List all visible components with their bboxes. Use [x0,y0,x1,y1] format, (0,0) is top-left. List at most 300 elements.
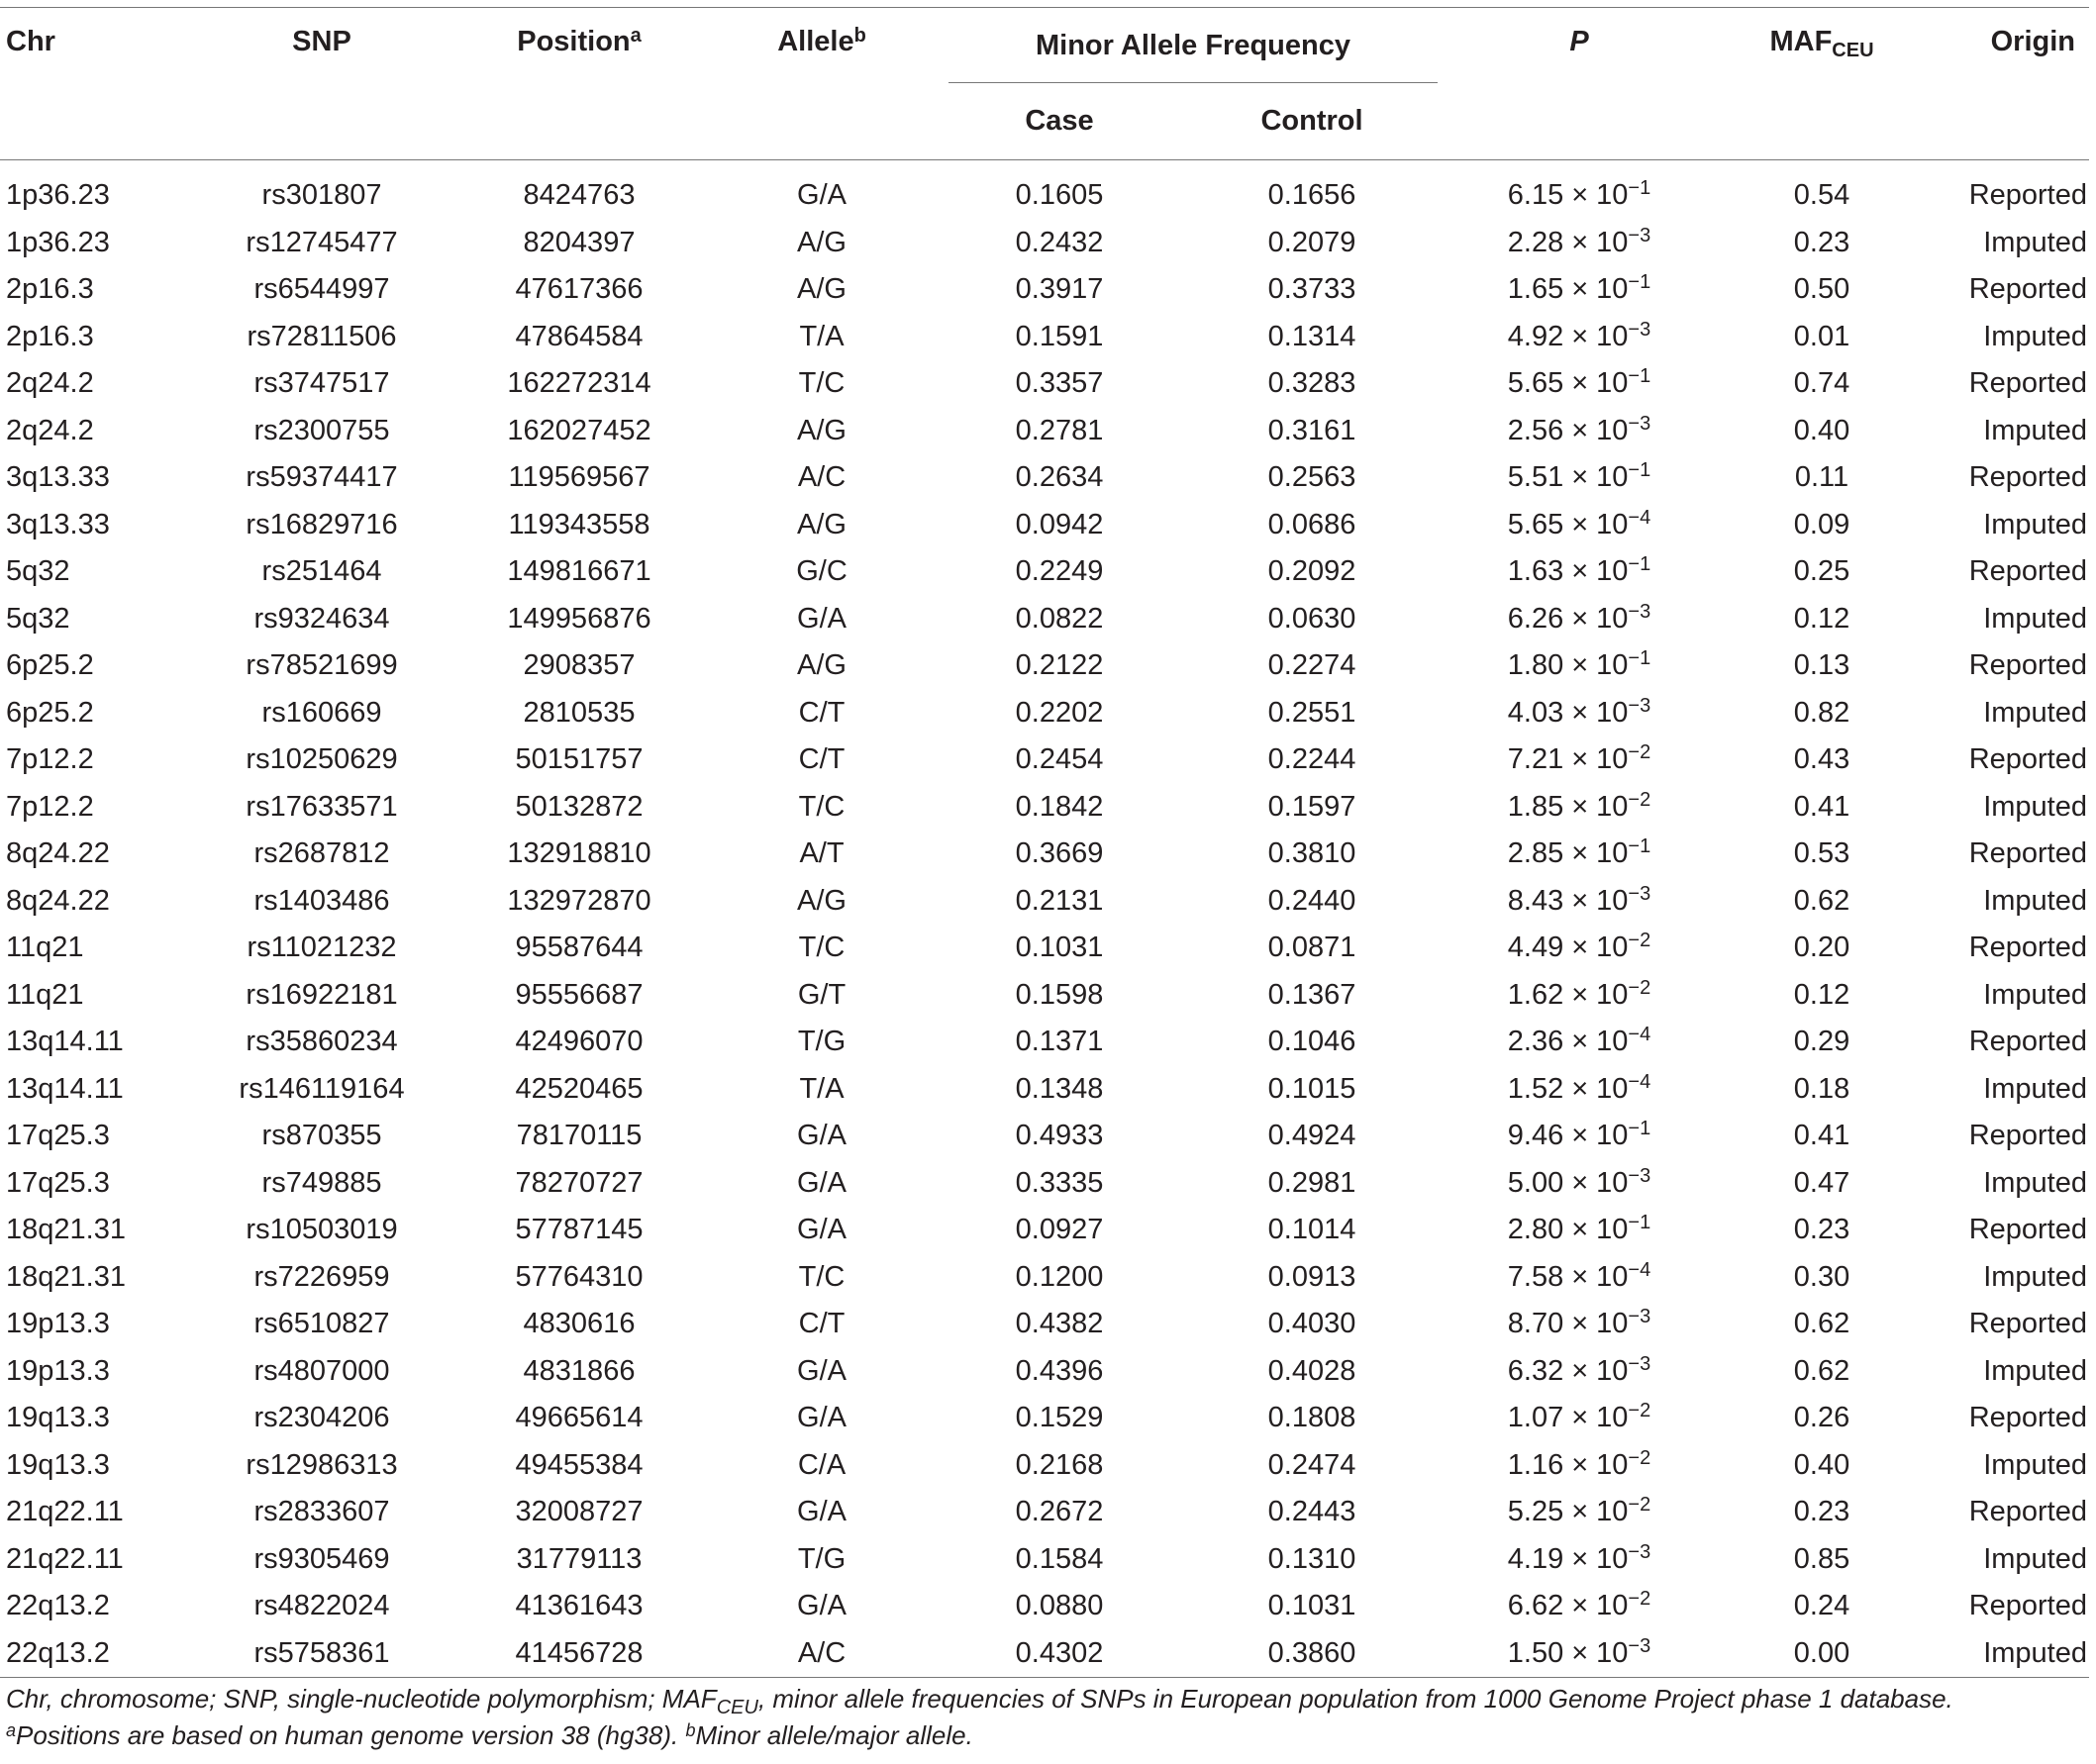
cell-maf-ceu: 0.09 [1793,508,1850,540]
p-base: 10 [1596,414,1629,446]
snp-association-table [0,7,2089,1678]
cell-allele: G/A [797,179,847,212]
table-footnotes [6,1681,2085,1754]
p-mantissa: 5.51 [1507,461,1564,494]
cell-position: 47864584 [515,320,644,352]
p-exponent: −4 [1628,1024,1651,1046]
cell-case: 0.0927 [1015,1214,1104,1246]
cell-p [1446,1630,1713,1678]
cell-snp: rs9324634 [253,602,390,635]
cell-origin: Imputed [1983,1354,2087,1387]
cell-maf-ceu: 0.43 [1793,743,1850,776]
cell-maf-ceu: 0.62 [1793,1308,1850,1340]
p-times: × [1571,1496,1589,1528]
cell-case: 0.2432 [1015,226,1104,258]
cell-p [1446,972,1713,1020]
p-mantissa: 1.50 [1507,1636,1564,1669]
p-mantissa: 1.52 [1507,1072,1564,1105]
cell-chr: 22q13.2 [6,1590,110,1622]
cell-allele: A/G [797,414,847,446]
cell-maf-ceu: 0.01 [1793,320,1850,352]
cell-control: 0.0630 [1267,602,1356,635]
header-case-label: Case [1025,105,1094,137]
footnote-a-mark: a [6,1720,17,1740]
cell-p [1446,1348,1713,1396]
cell-case: 0.2202 [1015,696,1104,729]
cell-snp: rs749885 [261,1166,382,1199]
cell-position: 162027452 [507,414,651,446]
table-row [0,878,2089,926]
p-mantissa: 1.63 [1507,555,1564,588]
p-mantissa: 2.80 [1507,1214,1564,1246]
p-exponent: −2 [1628,1400,1651,1422]
cell-case: 0.3335 [1015,1166,1104,1199]
p-mantissa: 6.62 [1507,1590,1564,1622]
cell-snp: rs1403486 [253,884,390,917]
cell-case: 0.2672 [1015,1496,1104,1528]
cell-control: 0.3860 [1267,1636,1356,1669]
cell-p [1446,831,1713,878]
cell-control: 0.2274 [1267,649,1356,682]
table-row [0,925,2089,972]
cell-control: 0.1656 [1267,179,1356,212]
cell-p [1446,690,1713,737]
cell-case: 0.1371 [1015,1026,1104,1058]
cell-position: 8204397 [523,226,636,258]
table-row [0,1301,2089,1348]
table-row [0,502,2089,549]
p-exponent: −3 [1628,318,1651,341]
cell-chr: 19q13.3 [6,1448,110,1481]
header-control [1178,83,1446,160]
p-times: × [1571,931,1589,964]
p-mantissa: 2.56 [1507,414,1564,446]
cell-allele: C/T [798,696,846,729]
table-row [0,1066,2089,1114]
cell-origin: Imputed [1983,226,2087,258]
cell-control: 0.4028 [1267,1354,1356,1387]
cell-maf-ceu: 0.30 [1793,1260,1850,1293]
cell-snp: rs2833607 [253,1496,390,1528]
cell-case: 0.0880 [1015,1590,1104,1622]
cell-p [1446,266,1713,314]
header-allele-label: Allele [777,26,854,57]
header-maf-ceu [1713,8,1931,160]
cell-chr: 8q24.22 [6,884,110,917]
p-mantissa: 2.28 [1507,226,1564,258]
cell-case: 0.4396 [1015,1354,1104,1387]
p-times: × [1571,1354,1589,1387]
cell-allele: G/A [797,1214,847,1246]
cell-case: 0.1031 [1015,931,1104,964]
table-row [0,1536,2089,1584]
cell-chr: 5q32 [6,602,70,635]
p-exponent: −1 [1628,1212,1651,1234]
p-mantissa: 2.36 [1507,1026,1564,1058]
cell-allele: A/C [797,461,847,494]
p-exponent: −1 [1628,271,1651,294]
cell-maf-ceu: 0.62 [1793,884,1850,917]
p-times: × [1571,1026,1589,1058]
footnote-abbreviations [6,1681,2085,1717]
cell-allele: G/T [797,978,847,1011]
cell-snp: rs6510827 [253,1308,390,1340]
p-exponent: −3 [1628,882,1651,905]
cell-chr: 3q13.33 [6,461,110,494]
cell-case: 0.2122 [1015,649,1104,682]
p-mantissa: 5.65 [1507,367,1564,400]
cell-maf-ceu: 0.26 [1793,1402,1850,1434]
table-row [0,1630,2089,1678]
cell-snp: rs2304206 [253,1402,390,1434]
p-times: × [1571,790,1589,823]
cell-chr: 19p13.3 [6,1354,110,1387]
cell-position: 50151757 [515,743,644,776]
cell-chr: 18q21.31 [6,1260,126,1293]
footnote-b-mark: b [685,1720,696,1740]
cell-chr: 6p25.2 [6,696,94,729]
cell-allele: T/C [798,931,846,964]
p-mantissa: 8.70 [1507,1308,1564,1340]
table-row [0,360,2089,408]
cell-position: 2810535 [523,696,636,729]
p-times: × [1571,1260,1589,1293]
p-times: × [1571,226,1589,258]
cell-maf-ceu: 0.40 [1793,1448,1850,1481]
p-base: 10 [1596,649,1629,682]
cell-p [1446,1301,1713,1348]
cell-case: 0.0822 [1015,602,1104,635]
p-times: × [1571,1166,1589,1199]
cell-position: 31779113 [516,1542,643,1575]
p-exponent: −2 [1628,741,1651,764]
cell-maf-ceu: 0.82 [1793,696,1850,729]
header-maf-group-label: Minor Allele Frequency [1036,29,1350,61]
cell-p [1446,1019,1713,1066]
cell-allele: G/A [797,1590,847,1622]
cell-control: 0.3283 [1267,367,1356,400]
cell-control: 0.4030 [1267,1308,1356,1340]
cell-snp: rs12745477 [246,226,398,258]
cell-snp: rs6544997 [253,273,390,306]
table-body [0,160,2089,1678]
cell-case: 0.4933 [1015,1120,1104,1152]
cell-maf-ceu: 0.41 [1793,1120,1850,1152]
p-exponent: −3 [1628,694,1651,717]
cell-snp: rs3747517 [253,367,390,400]
cell-case: 0.3917 [1015,273,1104,306]
cell-origin: Reported [1968,649,2087,682]
table-row [0,220,2089,267]
cell-allele: T/A [799,1072,845,1105]
cell-case: 0.1348 [1015,1072,1104,1105]
cell-chr: 7p12.2 [6,790,94,823]
p-exponent: −4 [1628,506,1651,529]
p-exponent: −3 [1628,600,1651,623]
cell-case: 0.3669 [1015,837,1104,870]
p-exponent: −2 [1628,1446,1651,1469]
cell-allele: C/A [797,1448,847,1481]
cell-chr: 19p13.3 [6,1308,110,1340]
cell-snp: rs7226959 [253,1260,390,1293]
cell-position: 4830616 [523,1308,636,1340]
cell-allele: T/C [798,367,846,400]
cell-maf-ceu: 0.23 [1793,1496,1850,1528]
cell-chr: 13q14.11 [6,1072,124,1105]
cell-chr: 22q13.2 [6,1636,110,1669]
header-allele-footnote-mark: b [853,25,866,47]
cell-allele: G/A [797,1496,847,1528]
cell-p [1446,596,1713,643]
cell-origin: Imputed [1983,790,2087,823]
cell-maf-ceu: 0.20 [1793,931,1850,964]
cell-p [1446,502,1713,549]
cell-chr: 11q21 [6,978,84,1011]
header-snp [188,8,455,160]
cell-control: 0.3810 [1267,837,1356,870]
cell-snp: rs4807000 [253,1354,390,1387]
cell-position: 78270727 [515,1166,644,1199]
table-row [0,1254,2089,1302]
p-exponent: −3 [1628,1352,1651,1375]
p-base: 10 [1596,696,1629,729]
cell-maf-ceu: 0.00 [1793,1636,1850,1669]
cell-case: 0.4302 [1015,1636,1104,1669]
cell-p [1446,1113,1713,1160]
cell-origin: Imputed [1983,1636,2087,1669]
cell-snp: rs2687812 [253,837,390,870]
p-times: × [1571,1402,1589,1434]
header-case [941,83,1178,160]
cell-position: 57764310 [515,1260,644,1293]
p-mantissa: 1.07 [1507,1402,1564,1434]
cell-origin: Imputed [1983,884,2087,917]
cell-control: 0.1031 [1267,1590,1356,1622]
cell-position: 95587644 [515,931,644,964]
cell-control: 0.1314 [1267,320,1356,352]
cell-snp: rs2300755 [253,414,390,446]
cell-snp: rs72811506 [247,320,397,352]
cell-control: 0.3733 [1267,273,1356,306]
cell-control: 0.1310 [1267,1542,1356,1575]
cell-p [1446,784,1713,832]
cell-case: 0.0942 [1015,508,1104,540]
table-row [0,1489,2089,1536]
p-exponent: −3 [1628,224,1651,246]
cell-control: 0.2443 [1267,1496,1356,1528]
cell-position: 149956876 [507,602,651,635]
p-times: × [1571,743,1589,776]
cell-position: 149816671 [507,555,651,588]
cell-allele: T/G [797,1026,847,1058]
table-row [0,831,2089,878]
table-row [0,784,2089,832]
cell-position: 32008727 [515,1496,644,1528]
cell-origin: Imputed [1983,1260,2087,1293]
p-base: 10 [1596,367,1629,400]
cell-maf-ceu: 0.12 [1793,978,1850,1011]
p-exponent: −1 [1628,177,1651,200]
cell-position: 49455384 [515,1448,644,1481]
p-base: 10 [1596,1026,1629,1058]
cell-case: 0.2781 [1015,414,1104,446]
footnote-b-text: Minor allele/major allele. [695,1720,973,1750]
table-row [0,736,2089,784]
cell-allele: G/A [797,1166,847,1199]
header-position-label: Position [517,26,631,57]
header-origin-label: Origin [1990,26,2075,57]
cell-case: 0.4382 [1015,1308,1104,1340]
cell-chr: 2q24.2 [6,367,94,400]
header-position [455,8,703,160]
cell-case: 0.1529 [1015,1402,1104,1434]
cell-position: 119569567 [508,461,650,494]
cell-p [1446,548,1713,596]
p-base: 10 [1596,1166,1629,1199]
cell-maf-ceu: 0.25 [1793,555,1850,588]
cell-maf-ceu: 0.47 [1793,1166,1850,1199]
cell-snp: rs10503019 [246,1214,398,1246]
p-base: 10 [1596,790,1629,823]
cell-origin: Reported [1968,1590,2087,1622]
p-times: × [1571,461,1589,494]
cell-origin: Reported [1968,555,2087,588]
p-base: 10 [1596,1590,1629,1622]
p-mantissa: 9.46 [1507,1120,1564,1152]
cell-maf-ceu: 0.29 [1793,1026,1850,1058]
cell-control: 0.2092 [1267,555,1356,588]
cell-position: 132972870 [507,884,651,917]
cell-control: 0.1014 [1267,1214,1356,1246]
p-mantissa: 2.85 [1507,837,1564,870]
cell-chr: 2p16.3 [6,320,94,352]
cell-origin: Imputed [1983,414,2087,446]
cell-snp: rs59374417 [246,461,398,494]
cell-position: 41361643 [515,1590,644,1622]
cell-control: 0.2474 [1267,1448,1356,1481]
p-base: 10 [1596,931,1629,964]
header-chr [0,8,188,160]
p-exponent: −1 [1628,835,1651,858]
cell-case: 0.2168 [1015,1448,1104,1481]
footnote-abbrev-text-cont: , minor allele frequencies of SNPs in European population from 1000 Genome Project phase 1 database. [757,1684,1953,1714]
p-exponent: −1 [1628,553,1651,576]
cell-case: 0.1842 [1015,790,1104,823]
cell-maf-ceu: 0.23 [1793,1214,1850,1246]
cell-control: 0.0913 [1267,1260,1356,1293]
p-base: 10 [1596,1448,1629,1481]
cell-origin: Reported [1968,179,2087,212]
cell-control: 0.0871 [1267,931,1356,964]
p-times: × [1571,1542,1589,1575]
cell-allele: G/C [796,555,848,588]
p-times: × [1571,1072,1589,1105]
footnote-abbrev-subscript: CEU [716,1697,758,1718]
table-row [0,642,2089,690]
cell-maf-ceu: 0.12 [1793,602,1850,635]
p-times: × [1571,978,1589,1011]
cell-origin: Imputed [1983,1448,2087,1481]
cell-origin: Imputed [1983,696,2087,729]
cell-origin: Reported [1968,1026,2087,1058]
cell-maf-ceu: 0.85 [1793,1542,1850,1575]
p-times: × [1571,555,1589,588]
cell-maf-ceu: 0.50 [1793,273,1850,306]
cell-snp: rs16829716 [246,508,398,540]
p-exponent: −2 [1628,1494,1651,1517]
cell-allele: G/A [797,1120,847,1152]
p-mantissa: 4.19 [1507,1542,1564,1575]
table-row [0,1207,2089,1254]
table-row [0,1348,2089,1396]
p-base: 10 [1596,1308,1629,1340]
cell-origin: Reported [1968,837,2087,870]
cell-origin: Imputed [1983,1542,2087,1575]
p-times: × [1571,1636,1589,1669]
cell-case: 0.2634 [1015,461,1104,494]
header-position-footnote-mark: a [630,25,642,47]
cell-position: 41456728 [515,1636,644,1669]
cell-p [1446,160,1713,220]
p-exponent: −2 [1628,930,1651,952]
cell-allele: G/A [797,602,847,635]
cell-position: 49665614 [515,1402,644,1434]
footnote-ab [6,1717,2085,1754]
p-base: 10 [1596,1496,1629,1528]
header-maf-ceu-subscript: CEU [1832,40,1874,61]
cell-chr: 17q25.3 [6,1166,110,1199]
cell-origin: Reported [1968,1402,2087,1434]
cell-p [1446,736,1713,784]
cell-position: 42520465 [515,1072,644,1105]
cell-control: 0.3161 [1267,414,1356,446]
cell-control: 0.1367 [1267,978,1356,1011]
table-row [0,972,2089,1020]
cell-maf-ceu: 0.23 [1793,226,1850,258]
p-times: × [1571,1308,1589,1340]
cell-chr: 1p36.23 [6,179,110,212]
cell-p [1446,220,1713,267]
cell-allele: G/A [797,1354,847,1387]
cell-allele: A/G [797,226,847,258]
p-mantissa: 7.58 [1507,1260,1564,1293]
cell-allele: T/C [798,1260,846,1293]
cell-snp: rs78521699 [246,649,398,682]
header-origin [1931,8,2089,160]
cell-allele: A/G [797,884,847,917]
table-row [0,266,2089,314]
p-mantissa: 4.03 [1507,696,1564,729]
cell-position: 78170115 [516,1120,643,1152]
p-mantissa: 6.32 [1507,1354,1564,1387]
p-mantissa: 6.15 [1507,179,1564,212]
cell-chr: 8q24.22 [6,837,110,870]
cell-chr: 1p36.23 [6,226,110,258]
cell-control: 0.1046 [1267,1026,1356,1058]
cell-position: 95556687 [515,978,644,1011]
cell-chr: 19q13.3 [6,1402,110,1434]
p-base: 10 [1596,602,1629,635]
cell-origin: Imputed [1983,508,2087,540]
cell-position: 50132872 [515,790,644,823]
p-base: 10 [1596,1260,1629,1293]
cell-p [1446,1395,1713,1442]
cell-snp: rs251464 [261,555,382,588]
cell-snp: rs10250629 [246,743,398,776]
cell-snp: rs4822024 [253,1590,390,1622]
cell-case: 0.1200 [1015,1260,1104,1293]
p-base: 10 [1596,1120,1629,1152]
